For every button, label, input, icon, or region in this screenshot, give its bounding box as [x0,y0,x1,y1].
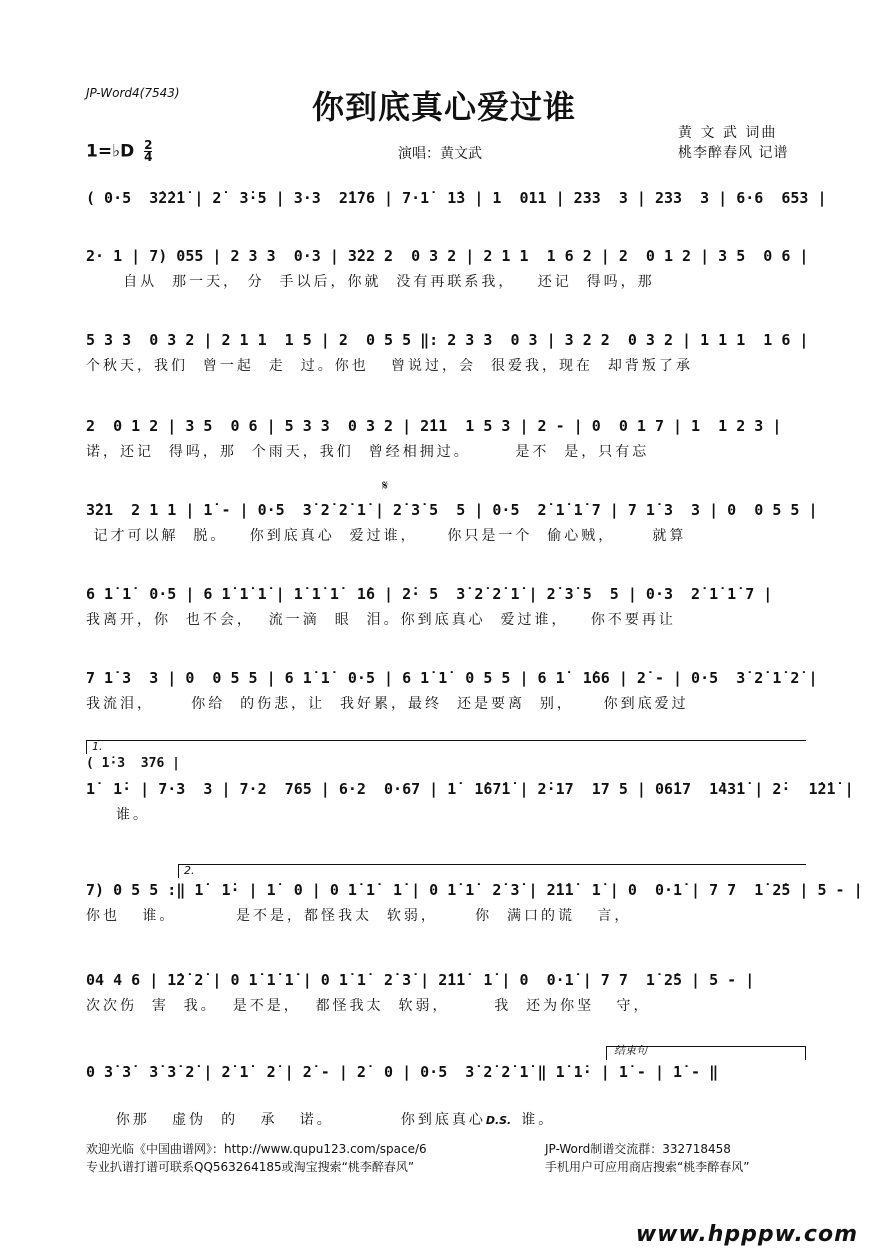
pre-notes-line: ( 1̇·3 376 | [86,756,180,771]
volta-bracket-line [86,740,806,741]
ds-marker: D.S. [485,1114,512,1127]
notes-line: 7 1̇ 3 3 | 0 0 5 5 | 6 1̇ 1̇ 0·5 | 6 1̇ 1̇ 0 5 5 | 6 1̇ 1̇66 | 2̇ - | 0·5 3̇ 2̇ 1̇ 2̇ | [86,669,818,687]
lyrics-tail: 谁。 [521,1112,556,1128]
volta-label-1: 1. [92,740,103,753]
lyrics-line: 记才可以解 脱。 你到底真心 爱过谁， 你只是一个 偷心贼， 就算 [86,528,687,544]
key-label: 1=♭D [86,141,135,162]
system-8 [86,740,854,826]
lyrics-line: 个秋天，我们 曾一起 走 过。你也 曾说过，会 很爱我，现在 却背叛了承 [86,358,693,374]
system-6 [86,580,806,631]
software-tag: JP-Word4(7543) [86,86,180,100]
system-5 [86,478,818,547]
notes-line: 3̇21 2 1 1 | 1̇ - | 0·5 3̇ 2̇ 2̇ 1̇ | 2̇ 3̇ 5 5 | 0·5 2̇ 1̇ 1̇ 7 | 7 1̇ 3 3 | 0 0 5 5 | [86,501,818,519]
transcriber-credit: 桃李醉春风 记谱 [678,145,789,161]
lyrics-line: 你也 谁。 是不是，都怪我太 软弱， 你 满口的谎 言， [86,908,632,924]
lyrics-line: 我流泪， 你给 的伤悲，让 我好累，最终 还是要离 别， 你到底爱过 [86,696,689,712]
system-4 [86,412,806,463]
system-2 [86,242,809,293]
singer-credit: 演唱：黄文武 [398,146,482,162]
score-title: 你到底真心爱过谁 [311,88,576,126]
ending-label: 结束句 [614,1044,647,1057]
footer-website: 欢迎光临《中国曲谱网》：http://www.qupu123.com/space/6 [86,1142,427,1156]
notes-line: 5 3 3 0 3 2 | 2 1 1 1 5 | 2 0 5 5 ‖: 2 3 3 0 3 | 3 2 2 0 3 2 | 1 1 1 1 6 | [86,331,809,349]
footer-mobile: 手机用户可应用商店搜索“桃李醉春风” [545,1160,750,1174]
lyrics-line: 自从 那一天， 分 手以后，你就 没有再联系我， 还记 得吗，那 [86,274,655,290]
lyrics-main: 你那 虚伪 的 承 诺。 你到底真心 [115,1112,486,1128]
time-signature [144,140,152,163]
lyricist-composer-credit: 黄 文 武 词曲 [678,125,778,141]
notes-line: 2 0 1 2 | 3 5 0 6 | 5 3 3 0 3 2 | 2̇11 1 5 3 | 2 - | 0 0 1 7 | 1 1 2 3 | [86,417,782,435]
notes-line: 0 3̇ 3̇ 3̇ 3̇ 2̇ | 2̇ 1̇ 2̇ | 2̇ - | 2̇ 0 | 0·5 3̇ 2̇ 2̇ 1̇ ‖ 1̇ 1̇· | 1̇ - | 1̇ - ‖ [86,1063,719,1081]
lyrics-line: 我离开，你 也不会， 流一滴 眼 泪。你到底真心 爱过谁， 你不要再让 [86,612,676,628]
notes-line: ( 0·5 3̇2̇2̇1̇ | 2̇ 3̇·5 | 3·3 2̇1̇76 | 7·1̇ 1̇3 | 1 011 | 233 3 | 233 3 | 6·6 653 | [86,189,827,207]
lyrics-line [86,213,806,235]
lyrics-line [86,1087,806,1128]
lyrics-line: 诺，还记 得吗，那 个雨天，我们 曾经相拥过。 是不 是，只有忘 [86,444,650,460]
footer-group: JP-Word制谱交流群：332718458 [545,1142,731,1156]
volta-label-2: 2. [184,864,195,877]
footer-contact: 专业扒谱打谱可联系QQ563264185或淘宝搜索“桃李醉春风” [86,1160,415,1174]
notes-line: 04 4 6 | 1̇2̇ 2̇ | 0 1̇ 1̇ 1̇ | 0 1̇ 1̇ 2̇ 3̇ | 2̇1̇1̇ 1̇ | 0 0·1̇ | 7 7 1̇ 2̇5 | 5 - | [86,971,755,989]
notes-line: 6 1̇ 1̇ 0·5 | 6 1̇ 1̇ 1̇ | 1̇ 1̇ 1̇ 1̇6 | 2̇· 5 3̇ 2̇ 2̇ 1̇ | 2̇ 3̇ 5 5 | 0·3 2̇ 1̇ 1̇ 7 | [86,585,773,603]
system-1 [86,184,827,235]
key-signature [86,140,152,163]
notes-line: 1̇ 1̇· | 7·3 3 | 7·2 765 | 6·2 0·67 | 1̇ 1̇67̇1̇ | 2̇·17 17 5 | 06̇17 1̇43̇1̇ | 2̇· 1̇2̇1̇ | [86,780,854,798]
notes-line: 2· 1 | 7) 055 | 2 3 3 0·3 | 3̇22 2 0 3 2 | 2 1 1 1 6 2 | 2 0 1 2 | 3 5 0 6 | [86,247,809,265]
notes-line: 7) 0 5 5 :‖ 1̇ 1̇· | 1̇ 0 | 0 1̇ 1̇ 1̇ | 0 1̇ 1̇ 2̇ 3̇ | 2̇1̇1̇ 1̇ | 0 0·1̇ | 7 7 1̇ 2̇5 | 5 - | [86,881,863,899]
volta-bracket-line [178,864,806,865]
system-9 [86,864,863,927]
lyrics-line: 谁。 [116,807,150,823]
segno-sign: 𝄋 [382,478,389,494]
system-11 [86,1044,806,1128]
system-7 [86,664,818,715]
meter-top: 2 [144,138,153,152]
system-3 [86,326,809,377]
lyrics-line: 次次伤 害 我。 是不是， 都怪我太 软弱， 我 还为你坚 守， [86,998,651,1014]
meter-bottom: 4 [144,150,153,164]
volta-bracket-hook [86,740,87,754]
system-10 [86,966,806,1017]
site-watermark: www.hpppw.com [635,1222,858,1247]
